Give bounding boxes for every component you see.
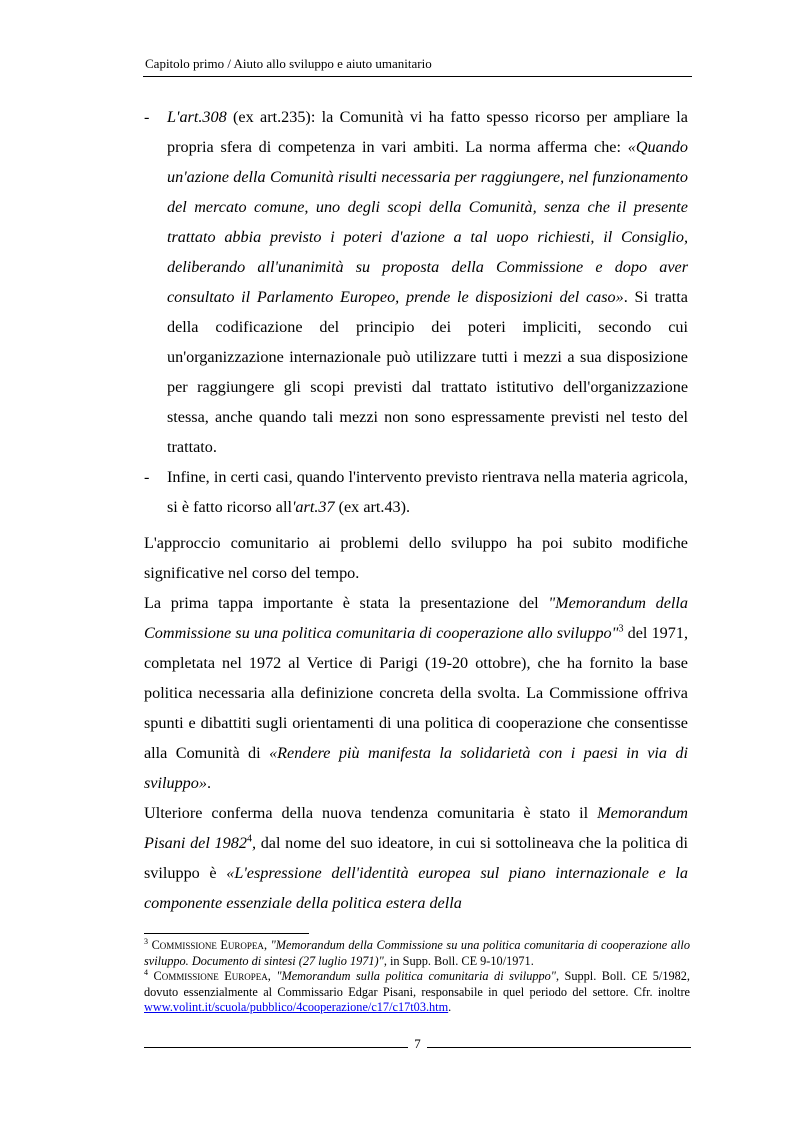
italic-text: «L'espressione dell'identità europea sul piano internazionale e la componente essenziale della politica estera della <box>144 864 688 912</box>
text-run: . <box>448 1000 452 1014</box>
footnote-ref: 3 <box>618 623 624 635</box>
list-bullet: - <box>144 108 150 126</box>
list-item <box>144 102 688 462</box>
text-run: La prima tappa importante è stata la presentazione del <box>144 594 549 612</box>
text-run: dal nome del suo ideatore, in cui si sottolineava che la politica di sviluppo è <box>144 834 688 882</box>
page-number: 7 <box>414 1036 421 1051</box>
italic-text: L'art.308 <box>167 108 227 126</box>
list-item-text <box>167 102 688 462</box>
italic-text: , <box>251 834 256 852</box>
page-footer <box>144 1036 691 1052</box>
text-run: (ex art.235): la Comunità vi ha fatto spesso ricorso per ampliare la propria sfera di competenza in vari ambiti. La norma afferma che: <box>167 108 688 156</box>
italic-text: 'art.37 <box>291 498 335 516</box>
text-run: Ulteriore conferma della nuova tendenza comunitaria è stato il <box>144 804 598 822</box>
paragraph <box>144 798 688 918</box>
text-run: , <box>263 938 271 952</box>
italic-text: "Memorandum della Commissione su una politica comunitaria di cooperazione allo sviluppo. Documento di sintesi (27 luglio 1971)" <box>144 938 690 968</box>
footnote-separator <box>144 933 309 934</box>
text-run: . <box>206 774 211 792</box>
text-run: del 1971, completata nel 1972 al Vertice di Parigi (19-20 ottobre), che ha fornito la base politica necessaria alla definizione concreta della svolta. La Commissione offriva spunti e dibattiti sugli orientamenti di una politica di cooperazione che consentisse alla Comunità di <box>144 624 688 762</box>
italic-text: "Memorandum sulla politica comunitaria di sviluppo" <box>276 969 556 983</box>
list-item <box>144 462 688 522</box>
main-text <box>144 102 688 918</box>
paragraph <box>144 588 688 798</box>
running-header: Capitolo primo / Aiuto allo sviluppo e aiuto umanitario <box>145 56 432 71</box>
italic-text: «Rendere più manifesta la solidarietà con i paesi in via di sviluppo» <box>144 744 689 792</box>
footnote-link[interactable]: www.volint.it/scuola/pubblico/4cooperazione/c17/c17t03.htm <box>144 1000 449 1014</box>
footnote <box>144 969 690 1016</box>
footnotes <box>144 938 690 1016</box>
author-name: Commissione Europea <box>153 969 268 983</box>
text-run: . Si tratta della codificazione del principio dei poteri impliciti, secondo cui un'organizzazione internazionale può utilizzare tutti i mezzi a sua disposizione per raggiungere gli scopi previsti dal trattato istitutivo dell'organizzazione stessa, anche quando tali mezzi non sono espressamente previsti nel testo del trattato. <box>167 288 688 456</box>
text-run: Infine, in certi casi, quando l'intervento previsto rientrava nella materia agricola, si è fatto ricorso all <box>167 468 688 516</box>
paragraph <box>144 528 688 588</box>
footnote-ref: 4 <box>144 967 148 977</box>
italic-text: «Quando un'azione della Comunità risulti necessaria per raggiungere, nel funzionamento del mercato comune, uno degli scopi della Comunità, senza che il presente trattato abbia previsto i poteri d'azione a tal uopo richiesti, il Consiglio, deliberando all'unanimità su proposta della Commissione e dopo aver consultato il Parlamento Europeo, prende le disposizioni del caso» <box>167 138 688 306</box>
text-run: , Suppl. Boll. CE 5/1982, dovuto essenzialmente al Commissario Edgar Pisani, responsabile in quel periodo del settore. Cfr. inoltre <box>144 969 690 999</box>
author-name: Commissione Europea <box>151 938 264 952</box>
list-item-text <box>167 462 688 522</box>
text-run: (ex art.43). <box>334 498 411 516</box>
list-bullet: - <box>144 468 150 486</box>
italic-text: "Memorandum della Commissione su una politica comunitaria di cooperazione allo sviluppo" <box>144 594 688 642</box>
italic-text: Memorandum Pisani del 1982 <box>144 804 688 852</box>
header-rule <box>143 76 692 77</box>
footer-rule-left <box>144 1046 408 1048</box>
text-run: L'approccio comunitario ai problemi dello sviluppo ha poi subito modifiche significative nel corso del tempo. <box>144 534 688 582</box>
footer-rule-right <box>427 1046 691 1048</box>
footnote-ref: 3 <box>144 936 148 946</box>
footnote-ref: 4 <box>246 833 252 845</box>
text-run: , in Supp. Boll. CE 9-10/1971. <box>383 953 534 968</box>
footnote <box>144 938 690 969</box>
text-run: , <box>267 969 277 983</box>
